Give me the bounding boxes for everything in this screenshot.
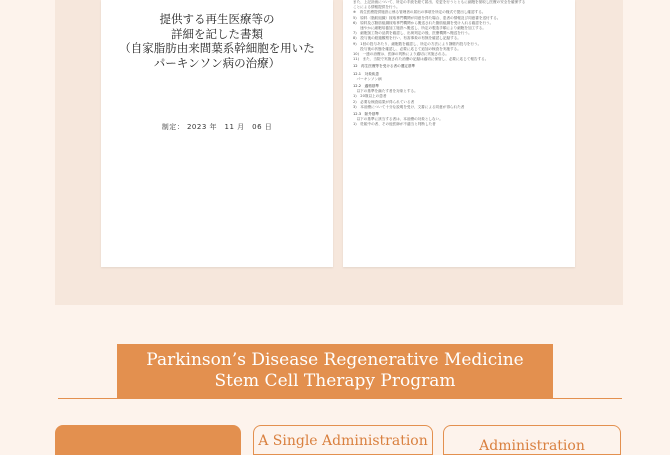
section-divider (58, 398, 622, 399)
document-title-line: パーキンソン病の治療） (153, 55, 281, 70)
tab-active[interactable] (55, 425, 241, 455)
program-title-line-1: Parkinson’s Disease Regenerative Medicine (146, 350, 524, 370)
body-line: ことによる情報提供を行う。 (353, 5, 400, 10)
body-line: 8) 投与後の経過観察を行い、有害事象の有無を確認し記録する。 (353, 36, 461, 41)
body-line: 10) 一連の治療は、医師の判断により適切に実施される。 (353, 52, 449, 57)
tab-administration[interactable]: Administration (443, 425, 621, 455)
body-line: 速やかに細胞培養加工施設へ搬送し、所定の製造手順により細胞を加工する。 (353, 26, 486, 31)
body-line: 11) また、当院で実施された治療の記録は適切に保管し、必要に応じて報告する。 (353, 57, 489, 62)
program-title-banner (117, 344, 553, 398)
body-line: 2) 必要な検査結果が得られている者 (353, 99, 415, 104)
body-line: 1) 妊娠中の者、その他医師が不適当と判断した者 (353, 122, 436, 127)
body-line: また、上記計画について、所定の手続を経て届出、変更を行うとともに細胞を採取し医療の安全を確保する (353, 0, 526, 4)
body-line: 1) 20歳以上の患者 (353, 94, 387, 99)
section-heading: 12 再生医療等を受ける者の選定基準 (353, 64, 416, 69)
body-line: ※ 再生医療提供施設に係る管理者の届出の事項を所定の様式で提出し確認する。 (353, 10, 486, 15)
section-heading: 12.2 適格基準 (353, 84, 379, 89)
document-preview-panel (55, 0, 623, 305)
section-heading: 12.3 除外基準 (353, 112, 379, 117)
body-line: 9) 1回の投与あたり、細胞数を確認し、所定の方法により静脈内投与を行う。 (353, 41, 482, 46)
body-line: 5) 原料（脂肪組織）採取専門機関が同意を得た場合、患者の情報及び同意書を送付する。 (353, 15, 501, 20)
document-body-page[interactable] (343, 0, 575, 267)
program-title-line-2: Stem Cell Therapy Program (214, 371, 456, 391)
document-title (101, 12, 333, 70)
document-title-line: 詳細を記した書類 (171, 26, 263, 41)
document-date: 制定： 2023 年 11 月 06 日 (161, 123, 273, 131)
body-line: 以下の基準に該当する者は、本治療の対象としない。 (353, 117, 443, 122)
body-line: パーキンソン病 (353, 76, 382, 81)
body-line: 投与後の状態を確認し、必要に応じて追加の検査を実施する。 (353, 46, 461, 51)
body-line: 以下の基準を満たす者を対象とする。 (353, 89, 418, 94)
body-line: 6) 原料及び脂肪組織採取専門機関から搬送された脂肪組織を受け入れる確認を行う。 (353, 20, 494, 25)
document-body-text (353, 0, 565, 128)
section-heading: 12.1 対象疾患 (353, 71, 379, 76)
document-cover-page[interactable] (101, 0, 333, 267)
document-title-line: 提供する再生医療等の (159, 12, 275, 26)
body-line: 7) 細胞加工物の品質を確認し、出荷判定の後、医療機関へ搬送を行う。 (353, 31, 472, 36)
document-title-line: （自家脂肪由来間葉系幹細胞を用いた (119, 41, 315, 55)
tab-single-administration[interactable]: A Single Administration (253, 425, 433, 455)
body-line: 3) 本治療について十分な説明を受け、文書による同意が得られた者 (353, 104, 465, 109)
